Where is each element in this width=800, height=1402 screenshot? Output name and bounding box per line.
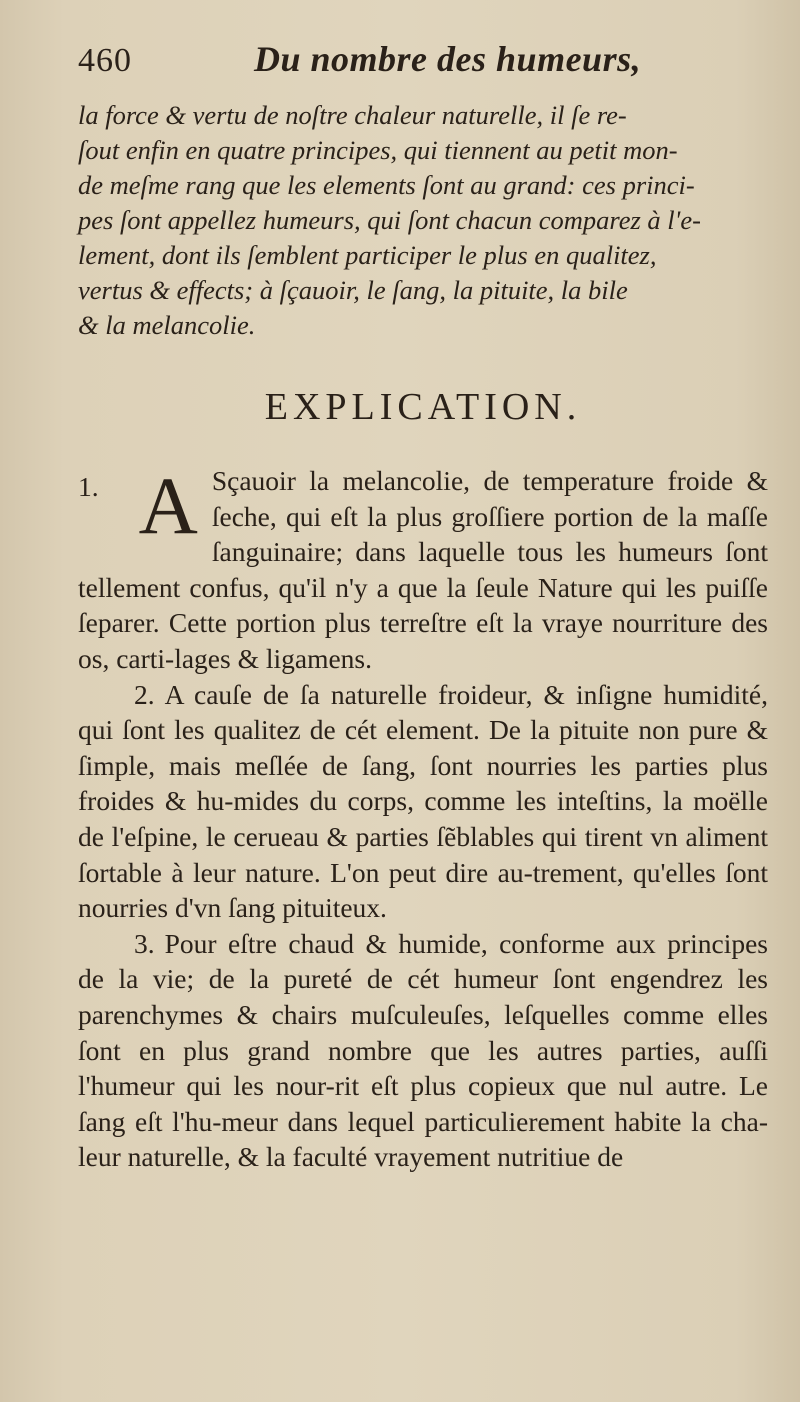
page-number: 460 [78,42,132,79]
paragraph-text: A cauſe de ſa naturelle froideur, & inſigne humidité, qui ſont les qualitez de cét element. De la pituite non pure & ſimple, mais meſlée de ſang, ſont nourries les parties plus froides & hu-mides du corps, comme les inteſtins, la moëlle de l'eſpine, le cerueau & parties ſẽblables qui tirent vn aliment ſortable à leur nature. L'on peut dire au-trement, qu'elles ſont nourries d'vn ſang pituiteux. [78,678,768,924]
intro-line: lement, dont ils ſemblent participer le plus en qualitez, [78,240,657,270]
paragraph-number: 3. [134,927,155,959]
paragraph-number: 1. [78,471,99,502]
section-title: EXPLICATION. [264,386,582,428]
paragraph-3 [78,926,768,1175]
intro-line: de meſme rang que les elements ſont au grand: ces princi- [78,170,695,200]
intro-line: ſout enfin en quatre principes, qui tiennent au petit mon- [78,135,678,165]
intro-italic-paragraph [78,98,770,343]
paragraph-text: Sçauoir la melancolie, de temperature froide & ſeche, qui eſt la plus groſſiere portion de la maſſe ſanguinaire; dans laquelle tous les humeurs ſont tellement confus, qu'il n'y a que la ſeule Nature qui les puiſſe ſeparer. Cette portion plus terreſtre eſt la vraye nourriture des os, carti-lages & ligamens. [78,465,768,674]
page-header [78,38,770,98]
paragraph-2 [78,677,768,926]
running-head: Du nombre des humeurs, [254,39,642,79]
drop-cap: A [138,460,198,551]
intro-line: pes ſont appellez humeurs, qui ſont chacun comparez à l'e- [78,205,701,235]
intro-line: vertus & effects; à ſçauoir, le ſang, la pituite, la bile [78,275,628,305]
paragraph-text: Pour eſtre chaud & humide, conforme aux principes de la vie; de la pureté de cét humeur ſont engendrez les parenchymes & chairs muſculeuſes, leſquelles comme elles ſont en plus grand nombre que les autres parties, auſſi l'humeur qui les nour-rit eſt plus copieux que nul autre. Le ſang eſt l'hu-meur dans lequel particulierement habite la cha-leur naturelle, & la faculté vrayement nutritiue de [78,927,768,1173]
paragraph-1 [78,460,768,677]
intro-line: & la melancolie. [78,310,256,340]
intro-line: la force & vertu de noſtre chaleur naturelle, il ſe re- [78,100,627,130]
paragraph-number: 2. [134,678,155,710]
